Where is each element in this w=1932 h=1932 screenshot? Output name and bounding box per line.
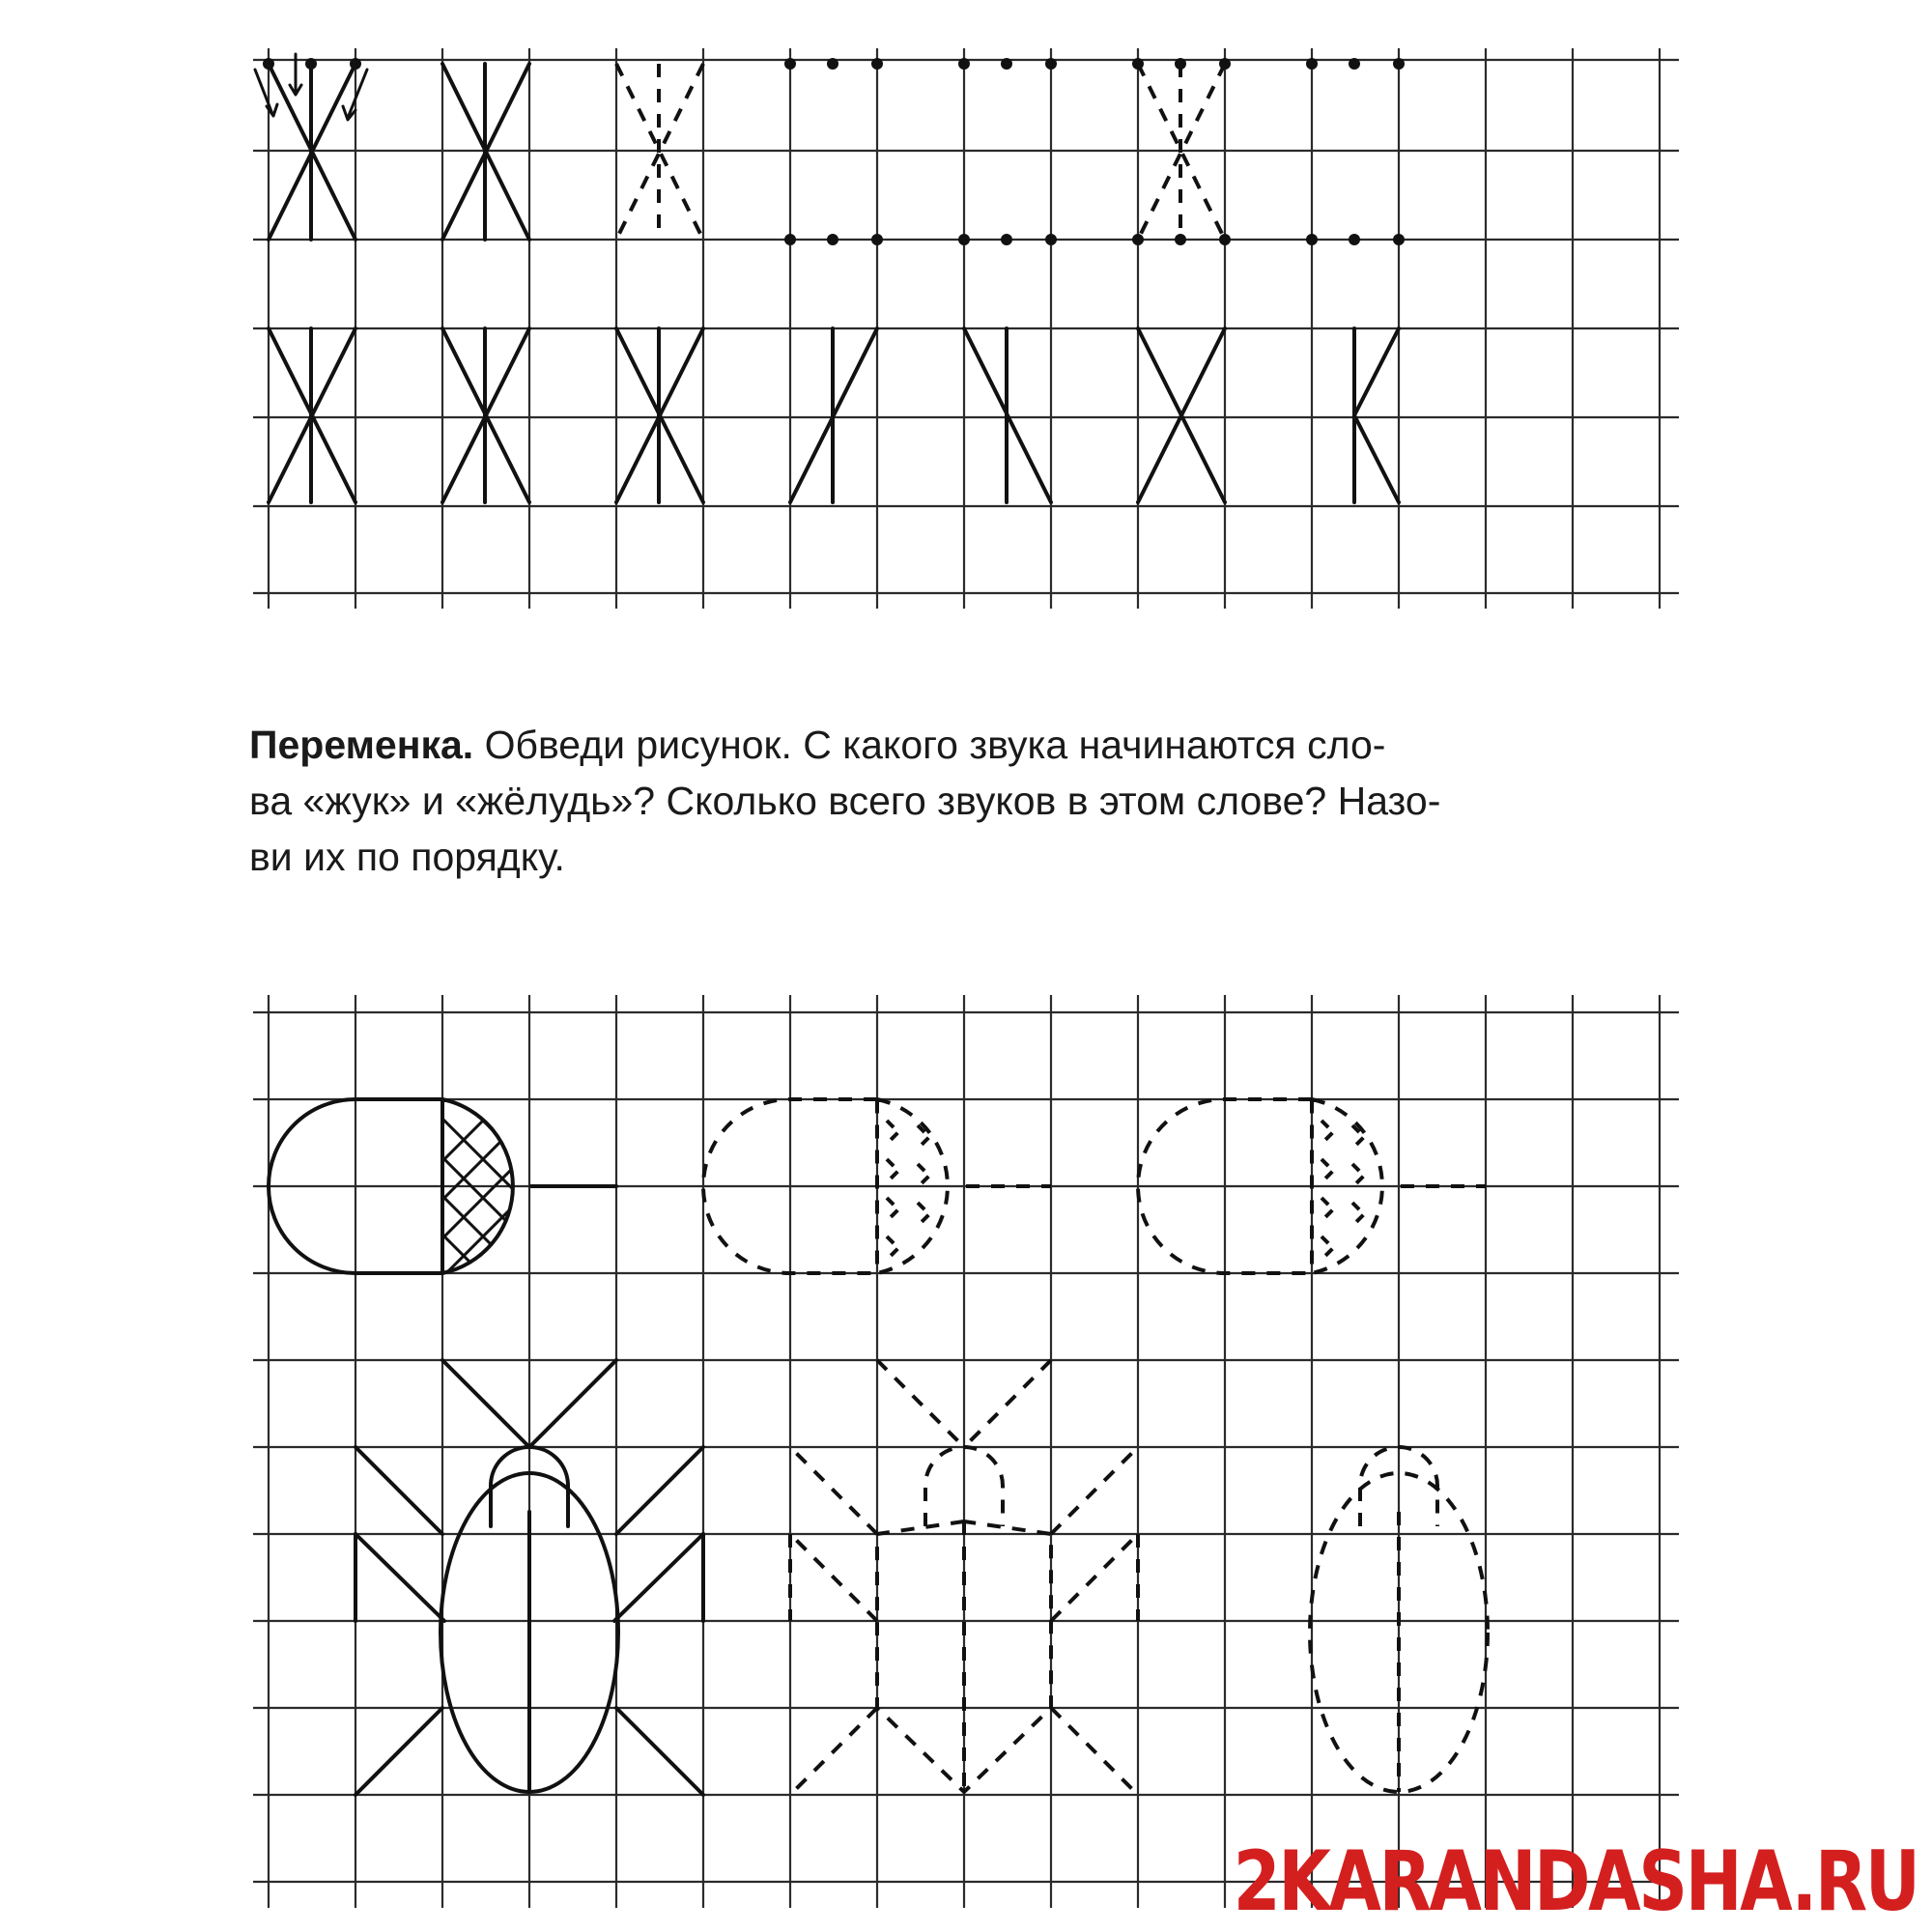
stroke-vertical-and-slash [790, 328, 877, 502]
site-watermark: 2KARANDASHA.RU [1234, 1833, 1918, 1930]
bottom-grid [253, 995, 1679, 1908]
task-line-3: ви их по порядку. [249, 835, 565, 879]
stroke-k-shape [1354, 328, 1399, 502]
letter-zh-sample-with-arrows [255, 54, 367, 240]
task-text [249, 717, 1679, 885]
letter-zh-row2-1 [269, 328, 355, 502]
letter-zh-row2-2 [442, 328, 529, 502]
task-lead: Переменка. [249, 723, 474, 767]
task-line-2: ва «жук» и «жёлудь»? Сколько всего звуков в этом слове? Назо- [249, 779, 1441, 823]
stroke-vertical-and-backslash [964, 328, 1051, 502]
letter-zh-row2-3 [616, 328, 703, 502]
task-line-1: Переменка. Обведи рисунок. С какого звука начинаются сло- [249, 723, 1386, 767]
stroke-x-shape [1138, 328, 1225, 502]
